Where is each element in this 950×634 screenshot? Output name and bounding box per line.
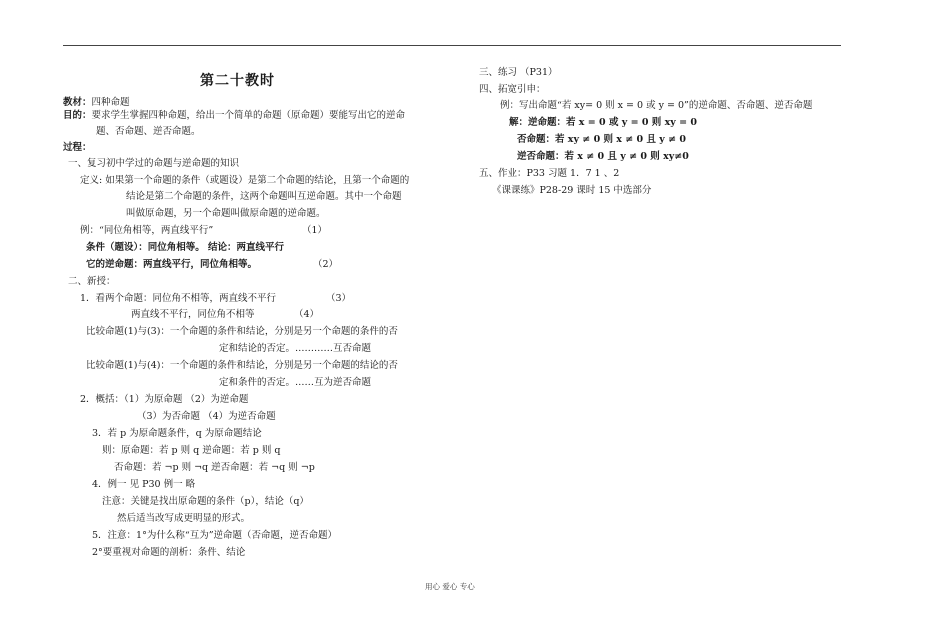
inverse-number: （2） — [313, 259, 339, 270]
homework-extra: 《课课练》P28-29 课时 15 中选部分 — [492, 185, 652, 196]
item-5: 5．注意：1°为什么称“互为”逆命题（否命题，逆否命题） — [92, 530, 338, 541]
goal-line: 目的：要求学生掌握四种命题，给出一个简单的命题（原命题）要能写出它的逆命 — [63, 110, 406, 121]
example-1-number: （1） — [302, 225, 328, 236]
note-line-1: 注意：关键是找出原命题的条件（p），结论（q） — [102, 496, 309, 507]
extension-example: 例：写出命题“若 xy= 0 则 x = 0 或 y = 0”的逆命题、否命题、逆否命题 — [500, 100, 813, 111]
solution-inverse: 解：逆命题：若 x = 0 或 y = 0 则 xy = 0 — [509, 117, 697, 128]
solution-negation: 否命题：若 xy ≠ 0 则 x ≠ 0 且 y ≠ 0 — [517, 134, 686, 145]
compare-1-3-line-2: 定和结论的否定。…………互否命题 — [219, 343, 372, 354]
item-1-number: （3） — [326, 293, 352, 304]
compare-1-3-line-1: 比较命题(1)与(3)：一个命题的条件和结论，分别是另一个命题的条件的否 — [86, 326, 398, 337]
item-2: 2．概括：（1）为原命题 （2）为逆命题 — [80, 394, 249, 405]
definition-line-3: 叫做原命题，另一个命题叫做原命题的逆命题。 — [126, 208, 326, 219]
definition-line-2: 结论是第二个命题的条件，这两个命题叫互逆命题。其中一个命题 — [126, 191, 402, 202]
process-label: 过程： — [63, 142, 92, 153]
item-3: 3．若 p 为原命题条件，q 为原命题结论 — [92, 428, 262, 439]
section-2-heading: 二、新授： — [68, 276, 116, 287]
item-3b: 否命题：若 ¬p 则 ¬q 逆否命题：若 ¬q 则 ¬p — [114, 462, 315, 473]
section-1-heading: 一、复习初中学过的命题与逆命题的知识 — [68, 158, 240, 169]
goal-line-2: 题、否命题、逆否命题。 — [96, 126, 201, 137]
item-5b: 2°要重视对命题的剖析：条件、结论 — [92, 547, 246, 558]
example-1: 例：“同位角相等，两直线平行” — [80, 225, 214, 236]
item-4: 4．例一 见 P30 例一 略 — [92, 479, 196, 490]
definition-line-1: 定义: 如果第一个命题的条件（或题设）是第二个命题的结论，且第一个命题的 — [80, 175, 410, 186]
header-rule — [63, 45, 841, 46]
compare-1-4-line-2: 定和条件的否定。……互为逆否命题 — [219, 377, 372, 388]
note-line-2: 然后适当改写成更明显的形式。 — [117, 513, 251, 524]
compare-1-4-line-1: 比较命题(1)与(4)：一个命题的条件和结论，分别是另一个命题的结论的否 — [86, 360, 398, 371]
page-title: 第二十教时 — [200, 73, 275, 89]
solution-contrapositive: 逆否命题：若 x ≠ 0 且 y ≠ 0 则 xy≠0 — [517, 151, 689, 162]
page-footer: 用心 爱心 专心 — [425, 582, 475, 591]
item-1b: 两直线不平行，同位角不相等 — [131, 309, 255, 320]
section-5-heading: 五、作业：P33 习题 1．7 1 、2 — [479, 168, 620, 179]
material-line: 教材：四种命题 — [63, 97, 130, 108]
item-3a: 则：原命题：若 p 则 q 逆命题：若 p 则 q — [102, 445, 281, 456]
section-3-heading: 三、练习 （P31） — [479, 67, 558, 78]
inverse-line: 它的逆命题：两直线平行，同位角相等。 — [86, 259, 258, 270]
item-1b-number: （4） — [294, 309, 320, 320]
item-1: 1．看两个命题：同位角不相等，两直线不平行 — [80, 293, 277, 304]
condition-conclusion-line: 条件（题设）：同位角相等。 结论：两直线平行 — [86, 242, 285, 253]
section-4-heading: 四、拓宽引申： — [479, 84, 546, 95]
item-2b: （3）为否命题 （4）为逆否命题 — [137, 411, 276, 422]
